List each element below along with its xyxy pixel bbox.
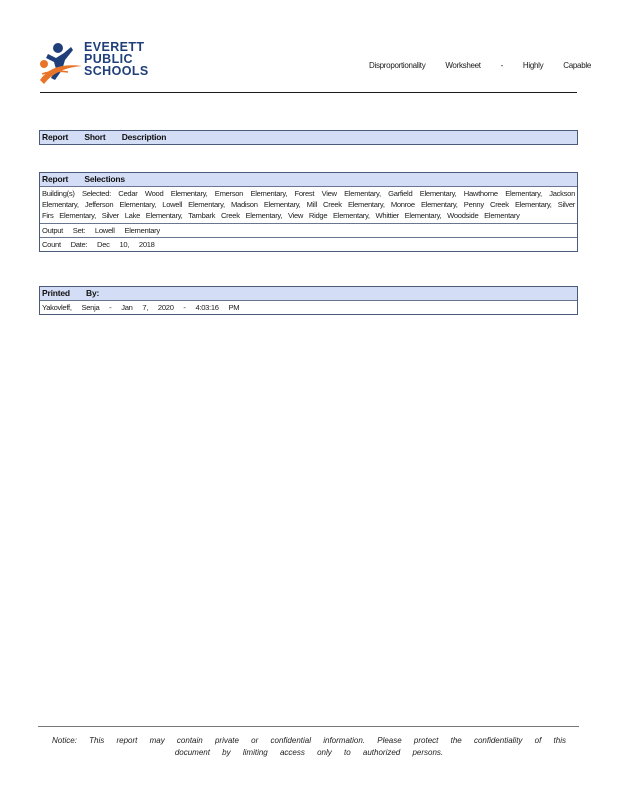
count-date: Count Date: Dec 10, 2018 bbox=[40, 237, 577, 251]
short-description-heading: Report Short Description bbox=[40, 131, 577, 144]
report-selections-section bbox=[39, 172, 578, 252]
footer-divider bbox=[38, 726, 579, 727]
printed-by-section bbox=[39, 286, 578, 315]
report-selections-heading: Report Selections bbox=[40, 173, 577, 186]
header-divider bbox=[40, 92, 577, 93]
logo-line-1: EVERETT bbox=[84, 40, 145, 54]
output-set: Output Set: Lowell Elementary bbox=[40, 223, 577, 237]
printed-by-value: Yakovleff, Senja - Jan 7, 2020 - 4:03:16 PM bbox=[40, 300, 577, 314]
buildings-selected: Building(s) Selected: Cedar Wood Elementary, Emerson Elementary, Forest View Elementary, Garfield Elementary, Hawthorne Elementary, Jackson Elementary, Jefferson Elementary, Lowell Elementary, Madison Elementary, Mill Creek Elementary, Monroe Elementary, Penny Creek Elementary, Silver Firs Elementary, Silver Lake Elementary, Tambark Creek Elementary, View Ridge Elementary, Whittier Elementary, Woodside Elementary bbox=[40, 186, 577, 223]
logo-line-2: PUBLIC bbox=[84, 52, 133, 66]
logo-figure-icon bbox=[38, 40, 84, 90]
logo-line-3: SCHOOLS bbox=[84, 64, 149, 78]
confidentiality-notice: Notice: This report may contain private or confidential information. Please protect the confidentiality of this document by limiting access only to authorized persons. bbox=[52, 736, 566, 757]
district-name bbox=[84, 41, 149, 77]
printed-by-heading: Printed By: bbox=[40, 287, 577, 300]
short-description-section bbox=[39, 130, 578, 145]
report-title: Disproportionality Worksheet - Highly Capable bbox=[369, 61, 591, 70]
